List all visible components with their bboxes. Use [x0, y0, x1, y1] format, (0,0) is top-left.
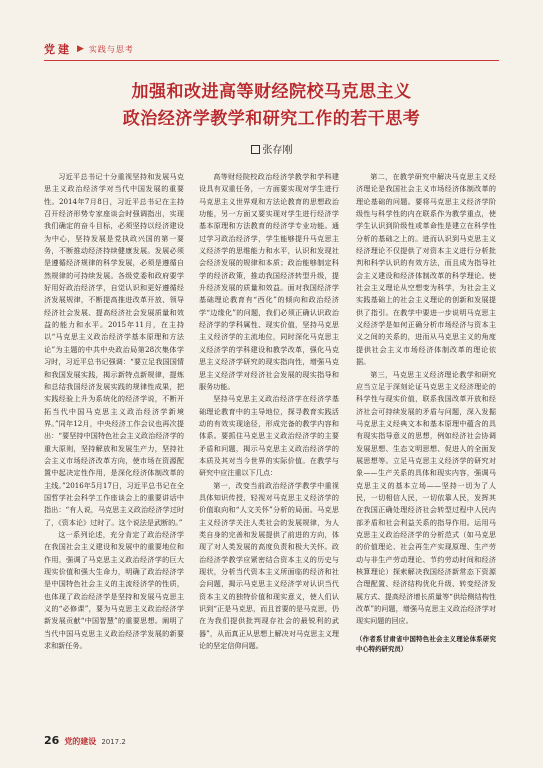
issue-number: 2017.2 [101, 738, 126, 746]
author-note: （作者系甘肃省中国特色社会主义理论体系研究中心特约研究员） [356, 634, 496, 653]
article-title-line-1: 加强和改进高等财经院校马克思主义 [131, 82, 412, 102]
header-divider [44, 60, 499, 61]
text-column-2 [199, 171, 339, 652]
page-footer [44, 734, 126, 746]
author-byline [0, 141, 543, 156]
author-name: 张存刚 [262, 145, 293, 156]
page-number: 26 [44, 734, 60, 747]
text-column-1 [44, 171, 184, 652]
paragraph: 第二，在教学研究中解决马克思主义经济理论是我国社会主义市场经济体制改革的理论基础的问题。要将马克思主义经济学阶级性与科学性的内在联系作为教学重点，使学生认识到阶级性或革命性是建立在科学性分析的基础之上的。进而认识到马克思主义经济理论不仅提供了对资本主义进行分析批判和科学认识的有效方法，而且成为指导社会主义建设和经济体制改革的科学理论。使社会主义理论从空想变为科学，为社会主义实践基础上的社会主义理论的创新和发展提供了指引。在教学中要进一步说明马克思主义经济学是如何正确分析市场经济与资本主义之间的关系的，进而从马克思主义的角度提供社会主义市场经济体制改革的理论依据。 [356, 172, 496, 367]
paragraph: 习近平总书记十分重视坚持和发展马克思主义政治经济学对当代中国发展的重要性。2014年7月8日，习近平总书记在主持召开经济形势专家座谈会时强调指出，实现我们确定的奋斗目标，必须坚持以经济建设为中心，坚持发展是党执政兴国的第一要务，不断推动经济持续健康发展。发展必须是遵循经济规律的科学发展，必须是遵循自然规律的可持续发展。各级党委和政府要学好用好政治经济学，自觉认识和更好遵循经济发展规律，不断提高推进改革开放、领导经济社会发展、提高经济社会发展质量和效益的能力和水平。2015年11月，在主持以“马克思主义政治经济学基本原理和方法论”为主题的中共中央政治局第28次集体学习时，习近平总书记强调：“要立足我国国情和我国发展实践，揭示新特点新规律，提炼和总结我国经济发展实践的规律性成果，把实践经验上升为系统化的经济学说，不断开拓当代中国马克思主义政治经济学新境界。”同年12月，中央经济工作会议也再次提出：“要坚持中国特色社会主义政治经济学的重大原则，坚持解放和发展生产力，坚持社会主义市场经济改革方向，使市场在资源配置中起决定性作用，是深化经济体制改革的主线。”2016年5月17日，习近平总书记在全国哲学社会科学工作座谈会上的重要讲话中指出：“有人说，马克思主义政治经济学过时了，《资本论》过时了。这个说法是武断的。” [44, 172, 184, 527]
subsection-label: 实践与思考 [88, 44, 134, 54]
page-header [44, 42, 134, 56]
paragraph: 第三，马克思主义经济理论教学和研究应当立足于深刻论证马克思主义经济理论的科学性与现实价值，联系我国改革开放和经济社会可持续发展的矛盾与问题，深入发掘马克思主义经典文本和基本原理中蕴含的具有现实指导意义的思想，例如经济社会协调发展思想、生态文明思想、促进人的全面发展思想等。立足马克思主义经济学的研究对象——生产关系的具体和现实内容，强调马克思主义的基本立场——坚持一切为了人民，一切相信人民，一切依靠人民，发挥其在我国正确处理经济社会转型过程中人民内部矛盾和社会利益关系的指导作用。运用马克思主义政治经济学的分析范式（如马克思的价值理论、社会再生产实现原理、生产劳动与非生产劳动理论、节约劳动时间和经济核算理论）探索解决我国经济新常态下资源合理配置、经济结构优化升级、转变经济发展方式、提高经济增长质量等“供给侧结构性改革”的问题，增强马克思主义政治经济学对现实问题的回应。 [356, 369, 496, 626]
paragraph: 第一，改变当前政治经济学教学中重视具体知识传授，轻视对马克思主义经济学的价值取向和“人文关怀”分析的局面。马克思主义经济学关注人类社会的发展规律，为人类自身的完善和发展提供了前进的方向，体现了对人类发展的高度负责和极大关怀。政治经济学教学应紧密结合资本主义的历史与现状，分析当代资本主义所面临的经济和社会问题，揭示马克思主义经济学对认识当代资本主义的独特价值和现实意义，使人们认识到“正是马克思，而且首要的是马克思，仍在为我们提供批判现存社会的最锐利的武器”，从而真正从思想上解决对马克思主义理论的坚定信仰问题。 [199, 480, 339, 651]
section-label: 党建 [44, 43, 72, 56]
chevron-right-icon: ▶ [77, 44, 84, 54]
square-bullet-icon [251, 145, 260, 154]
text-column-3 [356, 171, 496, 654]
paragraph: 这一系列论述，充分肯定了政治经济学在我国社会主义建设和发展中的重要地位和作用，强调了马克思主义政治经济学的巨大现实价值和强大生命力，明确了政治经济学是中国特色社会主义的主流经济学的性质，也体现了政治经济学是坚持和发展马克思主义的“必修课”，要为马克思主义政治经济学新发展贡献“中国智慧”的重要思想。阐明了当代中国马克思主义政治经济学发展的新要求和新任务。 [44, 529, 184, 651]
paragraph: 高等财经院校政治经济学教学和学科建设具有双重任务，一方面要实现对学生进行马克思主义世界观和方法论教育的思想政治功能，另一方面又要实现对学生进行经济学基本原理和方法教育的经济学专业功能。通过学习政治经济学，学生能够提升马克思主义经济学的思维能力和水平，认识和发现社会经济发展的规律和本质；政治能够制定科学的经济政策，推动我国经济转型升级，提升经济发展的质量和效益。面对我国经济学基础理论教育有“西化”的倾向和政治经济学“边缘化”的问题，我们必须正确认识政治经济学的学科属性、现实价值，坚持马克思主义经济学的主流地位，同时深化马克思主义经济学的学科建设和教学改革，强化马克思主义经济学研究的现实指向性，增强马克思主义经济学对经济社会发展的现实指导和服务功能。 [199, 172, 339, 391]
journal-name: 党的建设 [64, 737, 97, 746]
paragraph: 坚持马克思主义政治经济学在经济学基础理论教育中的主导地位，探寻教育实践活动的有效实现途径，形成完备的教学内容和体系。要抓住马克思主义政治经济学的主要矛盾和问题，揭示马克思主义政治经济学的本质及其对当今世界的实际价值。在教学与研究中应注重以下几点： [199, 394, 339, 478]
article-title-line-2: 政治经济学教学和研究工作的若干思考 [122, 109, 421, 129]
